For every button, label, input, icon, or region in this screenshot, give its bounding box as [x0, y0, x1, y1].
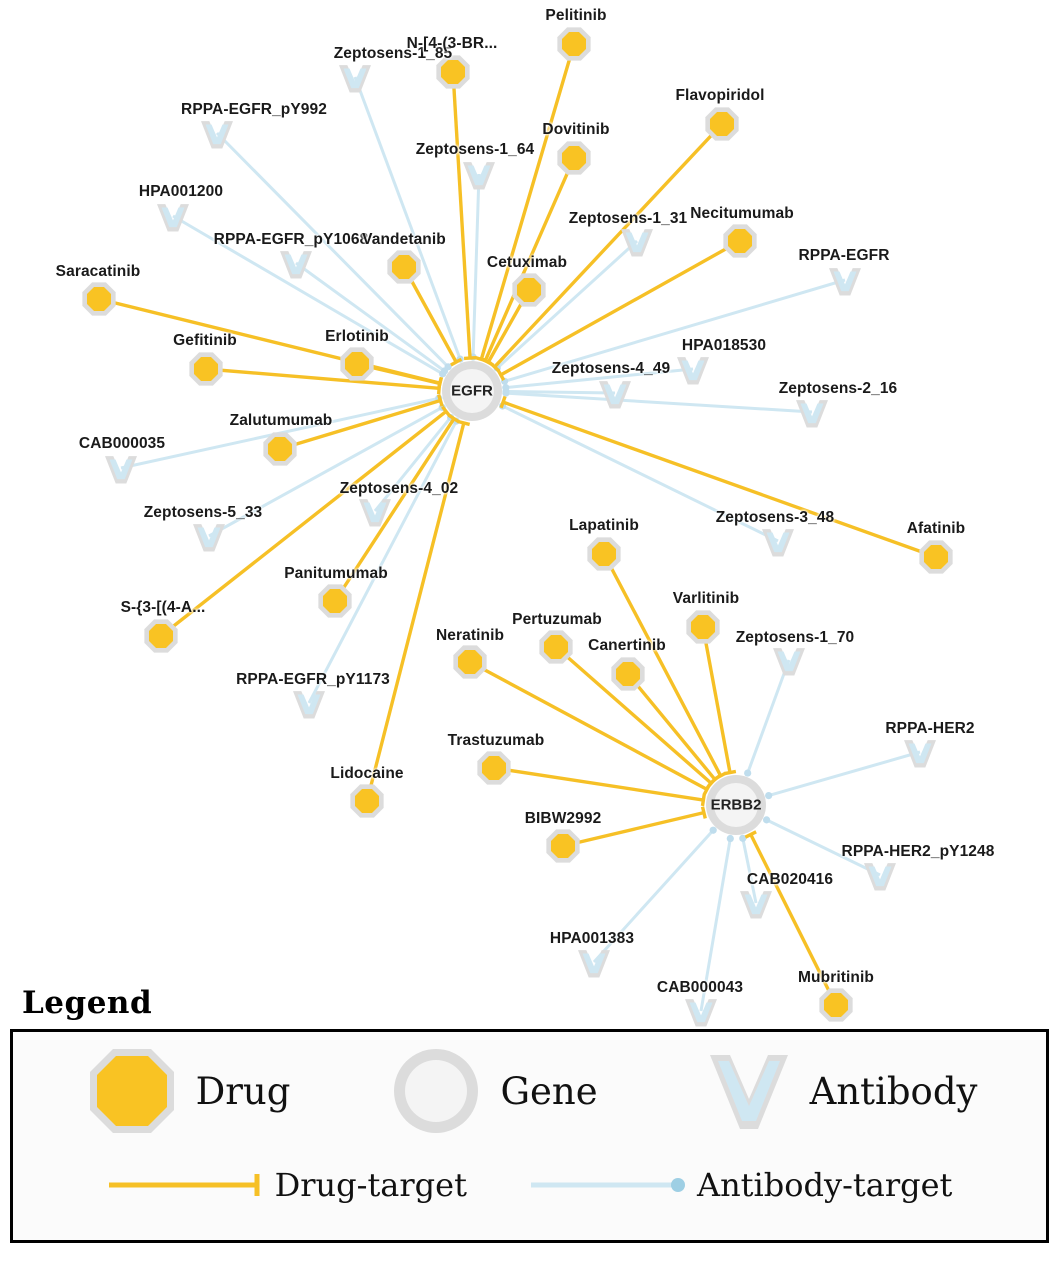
- drug-node[interactable]: [562, 32, 586, 56]
- legend-box: [10, 1029, 1049, 1243]
- drug-node-label: Canertinib: [588, 637, 666, 654]
- legend-label-gene: Gene: [500, 1069, 598, 1113]
- antibody-node-halo: [796, 400, 828, 427]
- drug-node-label: Zalutumumab: [229, 412, 333, 429]
- antibody-node-label: HPA001383: [549, 930, 635, 947]
- legend-item-antibody-target-edge: [529, 1166, 952, 1204]
- antibody-node-label: RPPA-HER2: [885, 720, 975, 737]
- drug-node-label: Lidocaine: [330, 765, 404, 782]
- drug-node-label: Flavopiridol: [675, 87, 765, 104]
- antibody-node-label: RPPA-EGFR_pY1173: [236, 671, 390, 688]
- antibody-node-halo: [105, 456, 137, 483]
- drug-target-edge: [453, 72, 470, 358]
- drug-node-label: Pertuzumab: [512, 611, 602, 628]
- drug-node-label: Necitumumab: [690, 205, 794, 222]
- drug-target-edge-endpoint: [703, 807, 706, 819]
- drug-node[interactable]: [268, 437, 292, 461]
- drug-target-edge: [206, 369, 439, 388]
- drug-node[interactable]: [924, 545, 948, 569]
- drug-node[interactable]: [194, 357, 218, 381]
- drug-node[interactable]: [458, 650, 482, 674]
- drug-node-label: Cetuximab: [486, 254, 568, 271]
- legend-item-drug-target-edge: [107, 1166, 467, 1204]
- drug-node[interactable]: [551, 834, 575, 858]
- antibody-target-edge-endpoint: [441, 367, 448, 374]
- antibody-node-label: Zeptosens-4_02: [339, 480, 459, 497]
- drug-node-label: Vandetanib: [362, 231, 446, 248]
- drug-node[interactable]: [149, 624, 173, 648]
- drug-target-edge-endpoint: [724, 771, 736, 773]
- antibody-node-label: Zeptosens-1_70: [735, 629, 855, 646]
- antibody-target-edge-endpoint: [744, 769, 751, 776]
- drug-node-label: S-{3-[(4-A...: [120, 599, 206, 616]
- antibody-node-halo: [193, 524, 225, 551]
- legend: [0, 985, 1059, 1243]
- antibody-node-label: Zeptosens-4_49: [551, 360, 671, 377]
- drug-node-label: BIBW2992: [524, 810, 602, 827]
- drug-node[interactable]: [517, 278, 541, 302]
- drug-node[interactable]: [562, 146, 586, 170]
- drug-node-label: Afatinib: [906, 520, 966, 537]
- drug-node[interactable]: [345, 352, 369, 376]
- gene-node-label: ERBB2: [710, 796, 762, 814]
- drug-node-label: Mubritinib: [798, 969, 874, 986]
- circle-node-icon: [386, 1041, 486, 1141]
- antibody-node-label: Zeptosens-1_31: [568, 210, 688, 227]
- antibody-node-label: CAB000035: [78, 435, 166, 452]
- legend-label-antibody-target: Antibody-target: [696, 1166, 953, 1204]
- drug-node[interactable]: [728, 229, 752, 253]
- antibody-node-label: CAB000043: [656, 979, 744, 996]
- drug-target-edge: [494, 768, 703, 800]
- drug-node[interactable]: [710, 112, 734, 136]
- antibody-target-edge-endpoint: [763, 816, 770, 823]
- antibody-target-edge-icon: [529, 1171, 689, 1199]
- legend-label-antibody: Antibody: [809, 1069, 978, 1113]
- antibody-node-label: Zeptosens-3_48: [715, 509, 835, 526]
- drug-node-label: N-[4-(3-BR...: [406, 35, 498, 52]
- antibody-node-label: RPPA-HER2_pY1248: [841, 843, 995, 860]
- antibody-node-halo: [293, 691, 325, 718]
- antibody-target-edge-endpoint: [502, 389, 509, 396]
- antibody-node-label: HPA018530: [681, 337, 767, 354]
- drug-node[interactable]: [691, 615, 715, 639]
- antibody-node-halo: [578, 950, 610, 977]
- drug-node[interactable]: [544, 635, 568, 659]
- antibody-target-edge-endpoint: [710, 827, 717, 834]
- antibody-node-label: RPPA-EGFR_pY1068: [213, 231, 369, 248]
- vee-node-icon: [702, 1041, 796, 1141]
- drug-node[interactable]: [616, 662, 640, 686]
- antibody-node-label: Zeptosens-1_64: [415, 141, 535, 158]
- antibody-target-edge: [769, 752, 920, 796]
- antibody-node-label: Zeptosens-1_85: [333, 45, 453, 62]
- antibody-target-edge-endpoint: [727, 835, 734, 842]
- drug-node[interactable]: [87, 287, 111, 311]
- drug-node-label: Saracatinib: [55, 263, 141, 280]
- drug-target-edge: [503, 402, 936, 557]
- antibody-node-halo: [762, 529, 794, 556]
- antibody-node-label: RPPA-EGFR: [798, 247, 890, 264]
- drug-node-label: Erlotinib: [325, 328, 389, 345]
- drug-target-edge-icon: [107, 1171, 267, 1199]
- drug-target-edge-endpoint: [464, 358, 476, 359]
- drug-node-label: Trastuzumab: [447, 732, 545, 749]
- legend-label-drug: Drug: [195, 1069, 291, 1113]
- drug-node-label: Varlitinib: [672, 590, 740, 607]
- octagon-node-icon: [82, 1041, 182, 1141]
- drug-node-label: Lapatinib: [569, 517, 639, 534]
- drug-node[interactable]: [392, 255, 416, 279]
- drug-node[interactable]: [592, 542, 616, 566]
- drug-node[interactable]: [441, 60, 465, 84]
- antibody-target-edge-endpoint: [765, 792, 772, 799]
- drug-target-edge-endpoint: [439, 382, 440, 394]
- antibody-node-halo: [864, 863, 896, 890]
- edge-layer: [99, 44, 936, 1011]
- drug-target-edge: [628, 674, 715, 780]
- drug-target-edge-endpoint: [702, 794, 704, 806]
- drug-node[interactable]: [355, 789, 379, 813]
- drug-node-label: Panitumumab: [284, 565, 388, 582]
- antibody-node-label: CAB020416: [746, 871, 834, 888]
- drug-node-label: Dovitinib: [542, 121, 610, 138]
- drug-target-edge-endpoint: [458, 421, 470, 424]
- gene-node-label: EGFR: [451, 382, 493, 400]
- legend-label-drug-target: Drug-target: [274, 1166, 467, 1204]
- antibody-node-label: Zeptosens-5_33: [143, 504, 263, 521]
- antibody-node-halo: [157, 204, 189, 231]
- drug-target-edge: [495, 124, 722, 367]
- legend-title: Legend: [22, 985, 153, 1021]
- drug-node[interactable]: [482, 756, 506, 780]
- antibody-node-halo: [740, 891, 772, 918]
- legend-item-gene: [386, 1041, 597, 1141]
- antibody-target-edge: [748, 660, 789, 773]
- drug-node[interactable]: [323, 589, 347, 613]
- antibody-target-edge: [473, 174, 479, 357]
- antibody-node-label: RPPA-EGFR_pY992: [181, 101, 327, 118]
- drug-node-label: Gefitinib: [173, 332, 237, 349]
- antibody-node-halo: [599, 381, 631, 408]
- antibody-node-label: HPA001200: [138, 183, 224, 200]
- legend-item-drug: [82, 1041, 291, 1141]
- legend-item-antibody: [702, 1041, 978, 1141]
- drug-node-label: Pelitinib: [545, 7, 607, 24]
- drug-node-label: Neratinib: [435, 627, 505, 644]
- antibody-target-edge: [506, 393, 812, 412]
- antibody-node-label: Zeptosens-2_16: [778, 380, 898, 397]
